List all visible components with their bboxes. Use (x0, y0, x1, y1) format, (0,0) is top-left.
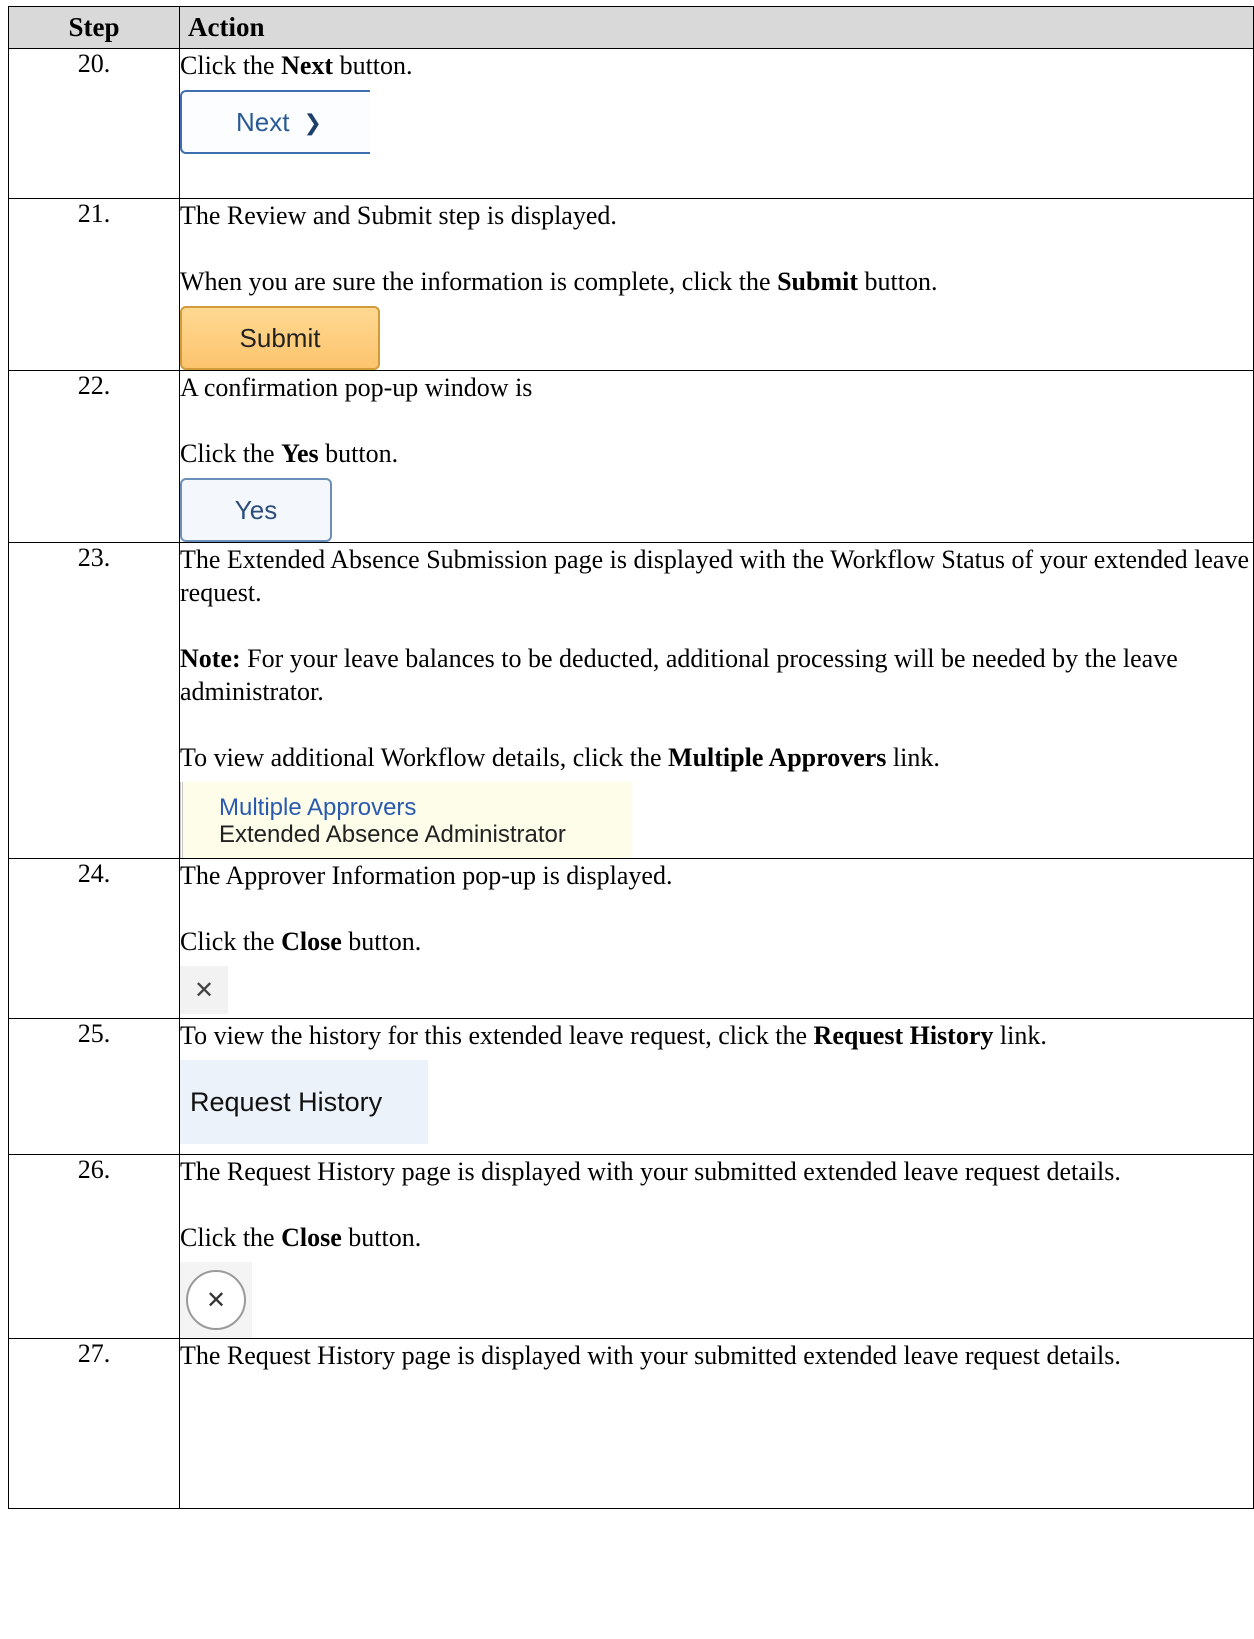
instruction-text: The Approver Information pop-up is displayed. (180, 861, 673, 890)
screenshot (180, 966, 1253, 1014)
ui-element-name: Close (281, 1223, 342, 1252)
step-action (180, 1019, 1254, 1155)
yes-button[interactable]: Yes (180, 478, 332, 542)
header-action: Action (180, 7, 1254, 49)
table-row (9, 1339, 1254, 1509)
step-action (180, 859, 1254, 1019)
step-action (180, 543, 1254, 859)
close-icon: ✕ (205, 1286, 227, 1314)
submit-button[interactable]: Submit (180, 306, 380, 370)
instruction-text: The Review and Submit step is displayed. (180, 201, 617, 230)
multiple-approvers-link[interactable]: Multiple Approvers (219, 794, 417, 821)
note-label: Note: (180, 644, 241, 673)
instruction-text: Click the Next button. (180, 51, 413, 80)
table-row (9, 1019, 1254, 1155)
step-number: 22. (9, 371, 180, 543)
ui-element-name: Next (281, 51, 334, 80)
chevron-right-icon: ❯ (303, 109, 322, 135)
header-step: Step (9, 7, 180, 49)
step-action (180, 371, 1254, 543)
table-row (9, 1155, 1254, 1339)
instruction-text: A confirmation pop-up window is (180, 373, 533, 402)
step-action (180, 199, 1254, 371)
ui-element-name: Close (281, 927, 342, 956)
steps-table (8, 6, 1254, 1509)
header-row (9, 7, 1254, 49)
table-row (9, 49, 1254, 199)
ui-element-name: Submit (777, 267, 858, 296)
instruction-text: Click the Close button. (180, 927, 422, 956)
screenshot (180, 1262, 1253, 1338)
screenshot (180, 1060, 1253, 1144)
instruction-text: Click the Yes button. (180, 439, 399, 468)
approver-role: Extended Absence Administrator (219, 821, 566, 848)
screenshot (180, 306, 1253, 370)
table-row (9, 199, 1254, 371)
next-button[interactable] (180, 90, 370, 154)
next-button-label: Next (236, 106, 290, 137)
step-number: 26. (9, 1155, 180, 1339)
instruction-text: The Request History page is displayed with your submitted extended leave request details. (180, 1341, 1121, 1370)
step-number: 21. (9, 199, 180, 371)
screenshot (180, 90, 1253, 154)
instruction-text: When you are sure the information is complete, click the Submit button. (180, 267, 938, 296)
table-row (9, 859, 1254, 1019)
instruction-text: The Request History page is displayed with your submitted extended leave request details. (180, 1157, 1121, 1186)
instruction-text: Note: For your leave balances to be deducted, additional processing will be needed by the leave administrator. (180, 644, 1178, 706)
table-row (9, 543, 1254, 859)
step-action (180, 1155, 1254, 1339)
ui-element-name: Request History (813, 1021, 994, 1050)
ui-element-name: Multiple Approvers (668, 743, 887, 772)
screenshot (180, 782, 1253, 858)
instruction-text: To view additional Workflow details, click the Multiple Approvers link. (180, 743, 940, 772)
ui-element-name: Yes (281, 439, 319, 468)
request-history-link[interactable]: Request History (180, 1060, 428, 1144)
instruction-text: To view the history for this extended leave request, click the Request History link. (180, 1021, 1047, 1050)
close-icon: ✕ (193, 976, 215, 1004)
approvers-panel (180, 782, 632, 858)
instruction-text: Click the Close button. (180, 1223, 422, 1252)
step-action (180, 1339, 1254, 1509)
close-button[interactable] (186, 1270, 246, 1330)
step-number: 24. (9, 859, 180, 1019)
step-number: 27. (9, 1339, 180, 1509)
close-button[interactable] (180, 966, 228, 1014)
screenshot (180, 478, 1253, 542)
step-number: 20. (9, 49, 180, 199)
instruction-text: The Extended Absence Submission page is displayed with the Workflow Status of your extended leave request. (180, 545, 1249, 607)
close-button-frame (180, 1262, 252, 1338)
step-number: 25. (9, 1019, 180, 1155)
step-number: 23. (9, 543, 180, 859)
table-row (9, 371, 1254, 543)
step-action (180, 49, 1254, 199)
